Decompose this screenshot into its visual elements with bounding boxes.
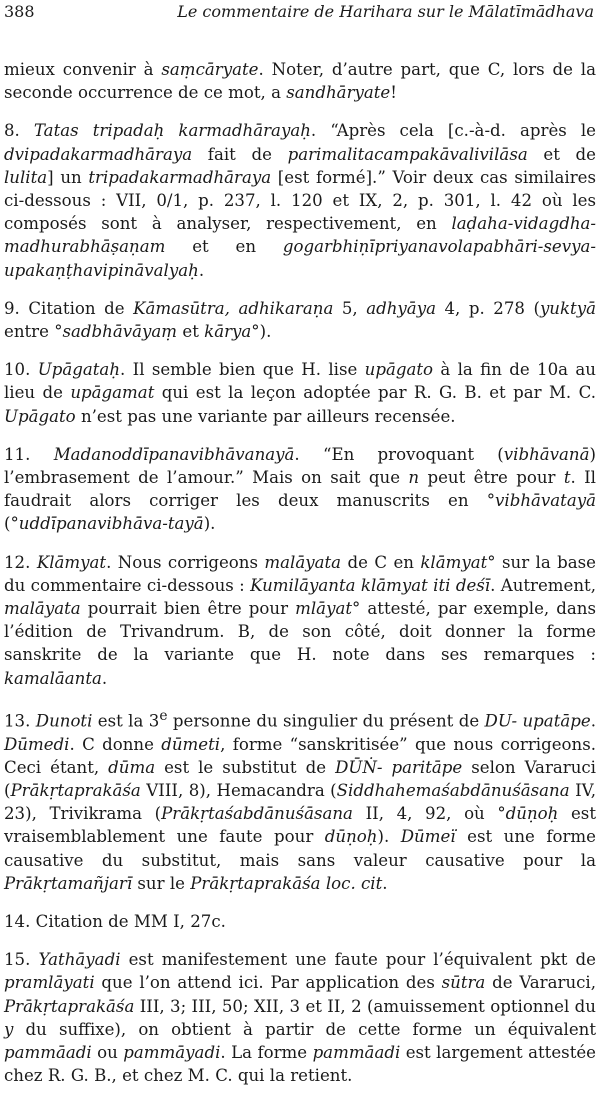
text-run: mieux convenir à <box>4 60 162 79</box>
italic-term: dūma <box>108 757 156 777</box>
text-run: . “En provoquant ( <box>294 444 504 464</box>
italic-term: Yathāyadi <box>38 950 121 970</box>
superscript: e <box>159 707 168 724</box>
italic-term: dvipadakarmadhāraya <box>4 144 193 164</box>
text-run: qui est la leçon adoptée par R. G. B. et par M. C. <box>154 383 596 403</box>
text-run: 12. <box>4 552 37 572</box>
text-run: est manifestement une faute pour l’équivalent pkt de <box>120 950 596 970</box>
italic-term: pammāyadi <box>123 1043 221 1063</box>
text-run: 13. <box>4 711 36 731</box>
italic-term: mlāyat <box>295 599 353 619</box>
italic-term: saṃcāryate <box>161 60 259 79</box>
text-run: est largement attestée chez R. G. B., et chez M. C. qui la retient. <box>4 1043 596 1086</box>
text-run: 15. <box>4 950 39 970</box>
text-run: selon Vararuci ( <box>4 757 596 801</box>
italic-term: Kāmasūtra, adhikaraṇa <box>133 298 334 318</box>
text-run: IV, 23), Trivikrama ( <box>4 781 597 824</box>
text-run: . <box>382 873 388 893</box>
text-run: VIII, 8), Hemacandra ( <box>140 781 337 801</box>
text-run: [est formé].” Voir deux cas similaires ci-dessous : VII, 0/1, p. 237, l. 120 et IX, 2, p. 301, l. 42 où les composés sont à analyser, respectivement, en <box>4 167 596 234</box>
italic-term: DŪṄ- paritāpe <box>335 757 463 777</box>
text-run: à la fin de 10a au lieu de <box>4 360 596 403</box>
italic-term: uddīpanavibhāva-tayā <box>18 514 204 534</box>
note-paragraph <box>4 948 596 1087</box>
italic-term: kārya <box>204 322 252 342</box>
text-run: (° <box>4 514 19 534</box>
italic-term: malāyata <box>4 599 81 619</box>
italic-term: Dunoti <box>35 711 93 731</box>
italic-term: Siddhahemaśabdānuśāsana <box>336 781 570 801</box>
text-run: ) l’embrasement de l’amour.” Mais on sait que <box>4 444 596 488</box>
text-run: II, 4, 92, où ° <box>352 804 506 824</box>
text-run: est la 3 <box>92 711 160 731</box>
italic-term: dūṇoḥ <box>324 827 378 847</box>
italic-term: pammāadi <box>4 1043 92 1063</box>
italic-term: Kumilāyanta klāmyat iti deśī <box>250 575 491 595</box>
italic-term: klāmyat <box>420 552 488 572</box>
paragraph-continuation <box>4 58 596 104</box>
text-run: est le substitut de <box>155 757 336 777</box>
italic-term: Prākṛtaprakāśa <box>10 781 141 801</box>
note-paragraph <box>4 705 596 895</box>
text-run: est une forme causative du substitut, mais sans valeur causative pour la <box>4 827 596 870</box>
text-run: . <box>101 668 108 688</box>
italic-term: sandhāryate <box>286 83 391 103</box>
text-run: ° attesté, par exemple, dans l’édition de Trivandrum. B, de son côté, doit donner la forme sanskrite de la variante que H. note dans ses remarques : <box>4 599 596 665</box>
italic-term: gogarbhiṇīpriyanavolapabhāri-sevya-upakaṇṭhavipināvalyaḥ <box>4 237 596 280</box>
text-run: entre ° <box>4 322 63 342</box>
text-run: . Autrement, <box>490 575 596 595</box>
italic-term: upāgato <box>364 360 434 380</box>
text-run: pourrait bien être pour <box>80 599 296 619</box>
text-run: et de <box>527 144 597 164</box>
italic-term: n <box>408 468 420 488</box>
running-header <box>4 2 596 24</box>
italic-term: Upāgato <box>4 406 76 426</box>
text-run: de Vararuci, <box>485 973 597 993</box>
text-run: ° sur la base du commentaire ci-dessous : <box>4 552 597 595</box>
text-run: 11. <box>4 444 54 464</box>
italic-term: Upāgataḥ <box>37 360 121 380</box>
text-run: °). <box>251 322 272 342</box>
text-run: et <box>177 322 205 342</box>
note-paragraph <box>4 297 596 343</box>
italic-term: upāgamat <box>70 383 155 403</box>
italic-term: Prākṛtaśabdānuśāsana <box>161 804 353 824</box>
italic-term: vibhāvanā <box>503 444 590 464</box>
italic-term: dūṇoḥ <box>505 804 559 824</box>
text-run: sur le <box>132 873 191 893</box>
note-paragraph <box>4 910 596 933</box>
text-run: ). <box>377 827 401 847</box>
italic-term: adhyāya <box>366 298 436 318</box>
note-paragraph <box>4 551 596 690</box>
text-run: ] un <box>47 167 89 187</box>
page-body <box>4 58 596 1102</box>
text-run: 10. <box>4 360 38 380</box>
text-run: 14. Citation de MM I, 27c. <box>4 912 226 932</box>
italic-term: y <box>4 1019 14 1039</box>
italic-term: sūtra <box>441 973 486 993</box>
text-run: III, 3; III, 50; XII, 3 et II, 2 (amuissement optionnel du <box>134 996 596 1016</box>
text-run: . Nous corrigeons <box>106 552 265 572</box>
text-run: 5, <box>333 298 367 318</box>
italic-term: Prākṛtamañjarī <box>4 873 133 893</box>
text-run: du suffixe), on obtient à partir de cette forme un équivalent <box>13 1019 596 1039</box>
italic-term: laḍaha-vidagdha-madhurabhāṣaṇam <box>4 214 596 257</box>
italic-term: vibhāvatayā <box>495 491 596 511</box>
italic-term: Prākṛtaprakāśa <box>4 996 135 1016</box>
italic-term: Dūmedi <box>4 734 70 754</box>
text-run: . <box>198 260 205 280</box>
note-paragraph <box>4 358 596 428</box>
text-run: . La forme <box>220 1043 313 1063</box>
text-run: . “Après cela [c.-à-d. après le <box>310 121 596 141</box>
text-run: est vraisemblablement une faute pour <box>4 804 596 847</box>
text-run: de C en <box>341 552 421 572</box>
text-run: peut être pour <box>419 468 564 488</box>
italic-term: Dūmeï <box>400 827 456 847</box>
italic-term: pammāadi <box>312 1043 401 1063</box>
italic-term: Prākṛtaprakāśa loc. cit <box>190 873 383 893</box>
text-run: ! <box>390 83 397 103</box>
text-run: que l’on attend ici. Par application des <box>94 973 442 993</box>
text-run: 4, p. 278 ( <box>435 298 540 318</box>
italic-term: malāyata <box>264 552 342 572</box>
text-run: . C donne <box>69 734 162 754</box>
italic-term: sadbhāvāyaṃ <box>62 322 178 342</box>
page-number: 388 <box>4 2 35 21</box>
italic-term: t <box>563 468 571 488</box>
italic-term: lulita <box>4 167 48 187</box>
italic-term: kamalāanta <box>4 668 102 688</box>
text-run: . Il semble bien que H. lise <box>120 360 365 380</box>
text-run: n’est pas une variante par ailleurs recensée. <box>75 406 456 426</box>
italic-term: yuktyā <box>539 298 596 318</box>
text-run: . Noter, d’autre part, que C, lors de la seconde occurrence de ce mot, a <box>4 60 596 103</box>
text-run: , forme “sanskritisée” que nous corrigeons. Ceci étant, <box>4 734 596 777</box>
text-run: ). <box>203 514 216 534</box>
italic-term: DU- upatāpe <box>484 711 591 731</box>
text-run: et en <box>165 237 283 257</box>
note-paragraph <box>4 119 596 281</box>
italic-term: parimalitacampakāvalivilāsa <box>287 144 528 164</box>
italic-term: Klāmyat <box>36 552 107 572</box>
running-title: Le commentaire de Harihara sur le Mālatīmādhava <box>177 2 594 21</box>
italic-term: tripadakarmadhāraya <box>88 167 272 187</box>
text-run: . <box>590 711 596 731</box>
text-run: 9. Citation de <box>4 298 134 318</box>
italic-term: Tatas tripadaḥ karmadhārayaḥ <box>33 121 311 141</box>
text-run: . Il faudrait alors corriger les deux manuscrits en ° <box>4 468 596 511</box>
note-paragraph <box>4 443 596 536</box>
italic-term: dūmeti <box>161 734 221 754</box>
text-run: personne du singulier du présent de <box>167 711 485 731</box>
text-run: 8. <box>4 121 34 141</box>
text-run: fait de <box>192 144 288 164</box>
italic-term: pramlāyati <box>4 973 95 993</box>
text-run: ou <box>91 1043 124 1063</box>
italic-term: Madanoddīpanavibhāvanayā <box>53 444 295 464</box>
